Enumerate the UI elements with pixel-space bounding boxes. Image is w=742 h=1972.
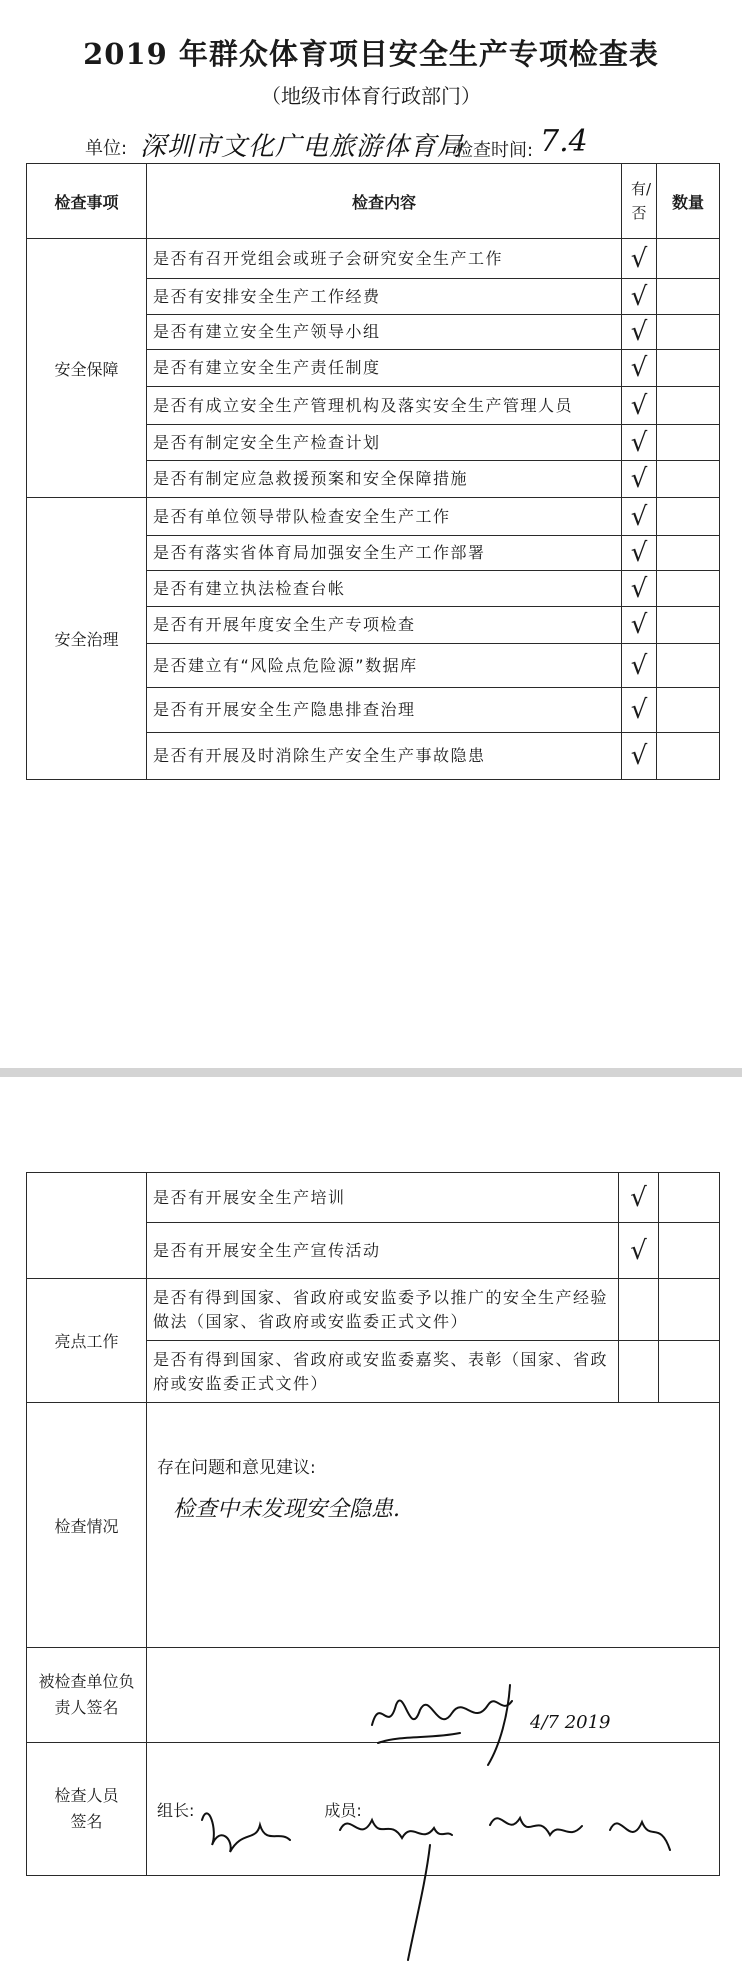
yes-no-cell — [622, 498, 657, 536]
count-cell — [657, 571, 720, 607]
yes-no-cell — [622, 461, 657, 498]
item-text: 是否有召开党组会或班子会研究安全生产工作 — [147, 239, 622, 279]
count-cell — [659, 1279, 720, 1341]
count-cell — [657, 536, 720, 571]
item-text: 是否有开展及时消除生产安全生产事故隐患 — [147, 733, 622, 780]
count-cell — [657, 607, 720, 644]
item-text: 是否有落实省体育局加强安全生产工作部署 — [147, 536, 622, 571]
unit-label: 单位: — [85, 138, 128, 159]
yes-no-cell — [622, 279, 657, 315]
count-cell — [657, 461, 720, 498]
inspection-note: 检查中未发现安全隐患. — [173, 1497, 400, 1522]
leader-label: 组长: — [157, 1800, 195, 1820]
inspect-time-label: 检查时间: — [455, 140, 534, 161]
section-name: 安全治理 — [27, 498, 147, 780]
yes-no-cell — [622, 644, 657, 688]
unit-value: 深圳市文化广电旅游体育局 — [140, 132, 465, 162]
check-mark: √ — [630, 650, 648, 681]
check-mark: √ — [630, 610, 648, 640]
check-mark: √ — [630, 353, 648, 383]
yes-no-cell — [622, 239, 657, 279]
yes-no-cell — [622, 315, 657, 350]
page-separator — [0, 1068, 742, 1077]
item-text: 是否有安排安全生产工作经费 — [147, 279, 622, 315]
yes-no-cell — [619, 1279, 659, 1341]
section-name: 安全保障 — [27, 239, 147, 498]
check-mark: √ — [630, 1235, 647, 1266]
check-mark: √ — [630, 317, 648, 347]
item-text: 是否建立有“风险点危险源”数据库 — [147, 644, 622, 688]
header-yes-no-text: 有/否 — [631, 180, 652, 222]
responsible-label: 被检查单位负责人签名 — [38, 1672, 135, 1717]
header-item: 检查事项 — [27, 164, 147, 239]
count-cell — [657, 425, 720, 461]
item-text: 是否有建立安全生产责任制度 — [147, 350, 622, 387]
count-cell — [659, 1173, 720, 1223]
count-cell — [657, 239, 720, 279]
check-mark: √ — [630, 427, 648, 458]
count-cell — [657, 498, 720, 536]
check-mark: √ — [630, 1182, 647, 1213]
yes-no-cell — [622, 607, 657, 644]
inspectors-label: 检查人员签名 — [54, 1786, 119, 1831]
check-mark: √ — [630, 243, 648, 274]
yes-no-cell — [622, 571, 657, 607]
count-cell — [657, 350, 720, 387]
inspection-content — [147, 1403, 720, 1648]
table-row — [27, 1173, 720, 1223]
header-content: 检查内容 — [147, 164, 622, 239]
inspectors-signature — [190, 1790, 710, 1970]
section-name — [27, 1648, 147, 1743]
yes-no-cell — [622, 688, 657, 733]
section-name: 检查情况 — [27, 1403, 147, 1648]
section-name-continued — [27, 1173, 147, 1279]
header-yes-no — [622, 164, 657, 239]
table-header-row — [27, 164, 720, 239]
section-name: 亮点工作 — [27, 1279, 147, 1403]
item-text: 是否有开展安全生产培训 — [147, 1173, 619, 1223]
section-name — [27, 1743, 147, 1876]
item-text: 是否有制定安全生产检查计划 — [147, 425, 622, 461]
check-mark: √ — [630, 281, 648, 312]
inspection-row — [27, 1403, 720, 1648]
member-label: 成员: — [324, 1800, 362, 1820]
item-text: 是否有建立安全生产领导小组 — [147, 315, 622, 350]
check-mark: √ — [630, 695, 648, 725]
check-mark: √ — [630, 741, 648, 771]
yes-no-cell — [622, 350, 657, 387]
count-cell — [659, 1341, 720, 1403]
table-row — [27, 1279, 720, 1341]
item-text: 是否有制定应急救援预案和安全保障措施 — [147, 461, 622, 498]
table-row — [27, 239, 720, 279]
yes-no-cell — [622, 387, 657, 425]
page-title: 2019 年群众体育项目安全生产专项检查表 — [83, 37, 659, 71]
yes-no-cell — [622, 536, 657, 571]
checklist-table-page1 — [26, 163, 720, 780]
count-cell — [657, 644, 720, 688]
inspection-prompt: 存在问题和意见建议: — [157, 1458, 316, 1478]
yes-no-cell — [619, 1341, 659, 1403]
header-count: 数量 — [657, 164, 720, 239]
item-text: 是否有成立安全生产管理机构及落实安全生产管理人员 — [147, 387, 622, 425]
count-cell — [659, 1223, 720, 1279]
check-mark: √ — [630, 573, 648, 604]
yes-no-cell — [619, 1223, 659, 1279]
yes-no-cell — [619, 1173, 659, 1223]
count-cell — [657, 688, 720, 733]
item-text: 是否有建立执法检查台帐 — [147, 571, 622, 607]
item-text: 是否有得到国家、省政府或安监委嘉奖、表彰（国家、省政府或安监委正式文件） — [147, 1341, 619, 1403]
count-cell — [657, 315, 720, 350]
yes-no-cell — [622, 425, 657, 461]
check-mark: √ — [630, 501, 648, 532]
item-text: 是否有开展安全生产宣传活动 — [147, 1223, 619, 1279]
check-mark: √ — [630, 538, 648, 568]
count-cell — [657, 387, 720, 425]
page-subtitle: （地级市体育行政部门） — [261, 84, 481, 108]
count-cell — [657, 279, 720, 315]
item-text: 是否有得到国家、省政府或安监委予以推广的安全生产经验做法（国家、省政府或安监委正式文件） — [147, 1279, 619, 1341]
yes-no-cell — [622, 733, 657, 780]
item-text: 是否有单位领导带队检查安全生产工作 — [147, 498, 622, 536]
responsible-date: 4/7 2019 — [530, 1712, 611, 1733]
inspect-time-value: 7.4 — [540, 124, 588, 159]
check-mark: √ — [630, 390, 648, 421]
item-text: 是否有开展安全生产隐患排查治理 — [147, 688, 622, 733]
count-cell — [657, 733, 720, 780]
check-mark: √ — [630, 464, 648, 494]
table-row — [27, 498, 720, 536]
item-text: 是否有开展年度安全生产专项检查 — [147, 607, 622, 644]
